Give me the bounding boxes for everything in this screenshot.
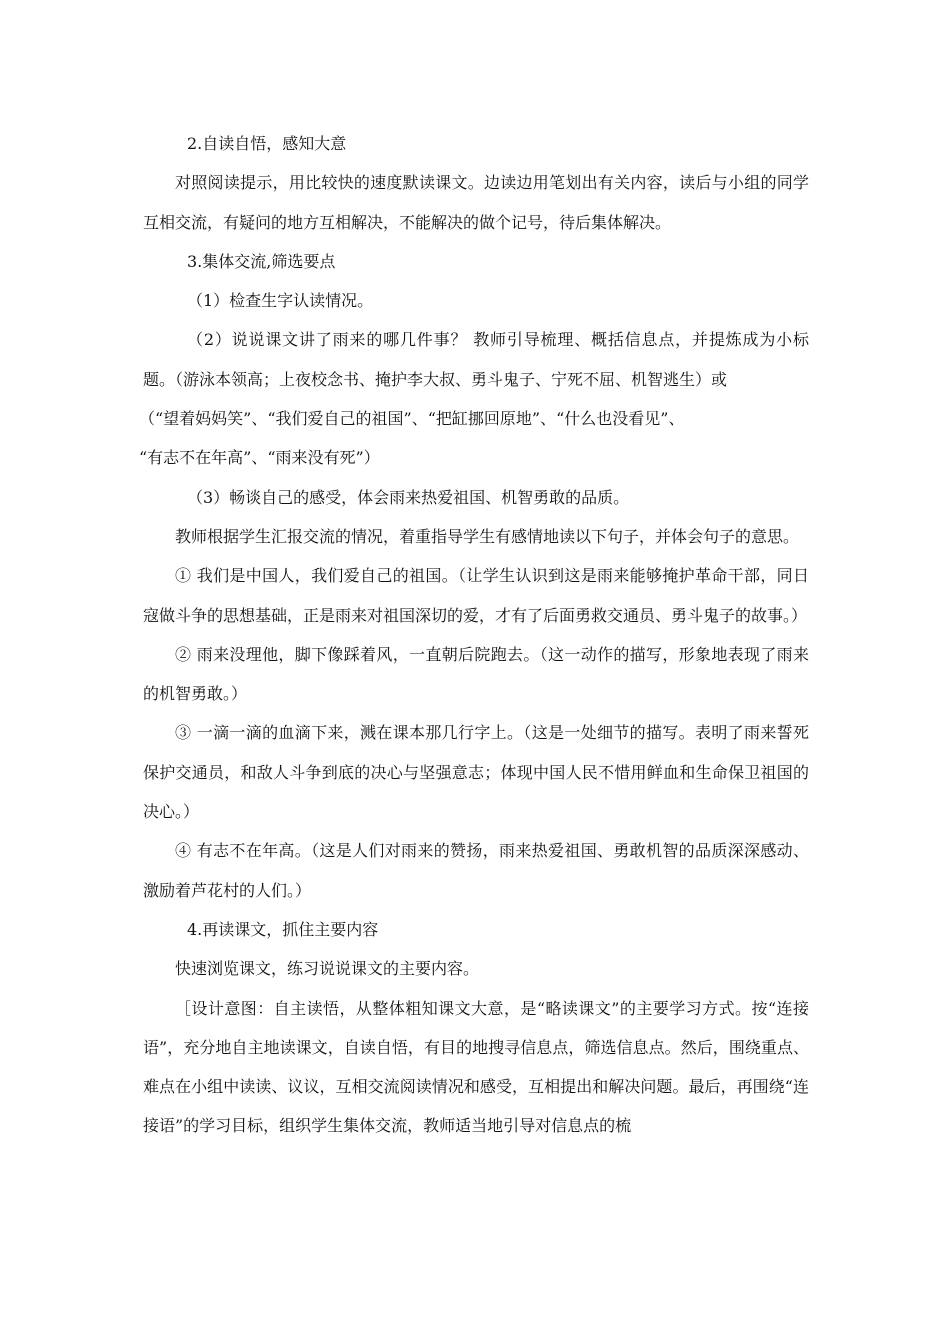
paragraph: ③ 一滴一滴的血滴下来，溅在课本那几行字上。（这是一处细节的描写。表明了雨来誓死保护交通员，和敌人斗争到底的决心与坚强意志；体现中国人民不惜用鲜血和生命保卫祖国的决心。） [143,723,809,822]
paragraph: “有志不在年高”、“雨来没有死”） [139,448,380,468]
paragraph: （“望着妈妈笑”、“我们爱自己的祖国”、“把缸挪回原地”、“什么也没看见”、 [139,409,685,429]
paragraph: 教师根据学生汇报交流的情况，着重指导学生有感情地读以下句子，并体会句子的意思。 [175,526,800,546]
paragraph: （2）说说课文讲了雨来的哪几件事？ 教师引导梳理、概括信息点，并提炼成为小标题。（游泳本领高；上夜校念书、掩护李大叔、勇斗鬼子、宁死不屈、机智逃生）或 [143,330,809,389]
paragraph: 快速浏览课文，练习说说课文的主要内容。 [175,959,480,979]
section-heading-2: 2.自读自悟，感知大意 [187,134,347,153]
section-heading-4: 4.再读课文，抓住主要内容 [187,919,379,939]
paragraph: （1）检查生字认读情况。 [187,291,374,311]
paragraph: ④ 有志不在年高。（这是人们对雨来的赞扬，雨来热爱祖国、勇敢机智的品质深深感动、激励着芦花村的人们。） [143,841,809,900]
paragraph: ① 我们是中国人，我们爱自己的祖国。（让学生认识到这是雨来能够掩护革命干部，同日寇做斗争的思想基础，正是雨来对祖国深切的爱，才有了后面勇救交通员、勇斗鬼子的故事。） [143,566,809,625]
document-body [139,124,809,1146]
paragraph: 对照阅读提示，用比较快的速度默读课文。边读边用笔划出有关内容，读后与小组的同学互相交流，有疑问的地方互相解决，不能解决的做个记号，待后集体解决。 [143,173,809,232]
paragraph: ② 雨来没理他，脚下像踩着风，一直朝后院跑去。（这一动作的描写，形象地表现了雨来的机智勇敢。） [143,644,809,704]
section-heading-3: 3.集体交流,筛选要点 [187,251,336,271]
paragraph: （3）畅谈自己的感受，体会雨来热爱祖国、机智勇敢的品质。 [187,487,630,507]
design-intent-paragraph: ［设计意图：自主读悟，从整体粗知课文大意，是“略读课文”的主要学习方式。按“连接语”，充分地自主地读课文，自读自悟，有目的地搜寻信息点，筛选信息点。然后，围绕重点、难点在小组中读读、议议，互相交流阅读情况和感受，互相提出和解决问题。最后，再围绕“连接语”的学习目标，组织学生集体交流，教师适当地引导对信息点的梳 [143,998,809,1136]
